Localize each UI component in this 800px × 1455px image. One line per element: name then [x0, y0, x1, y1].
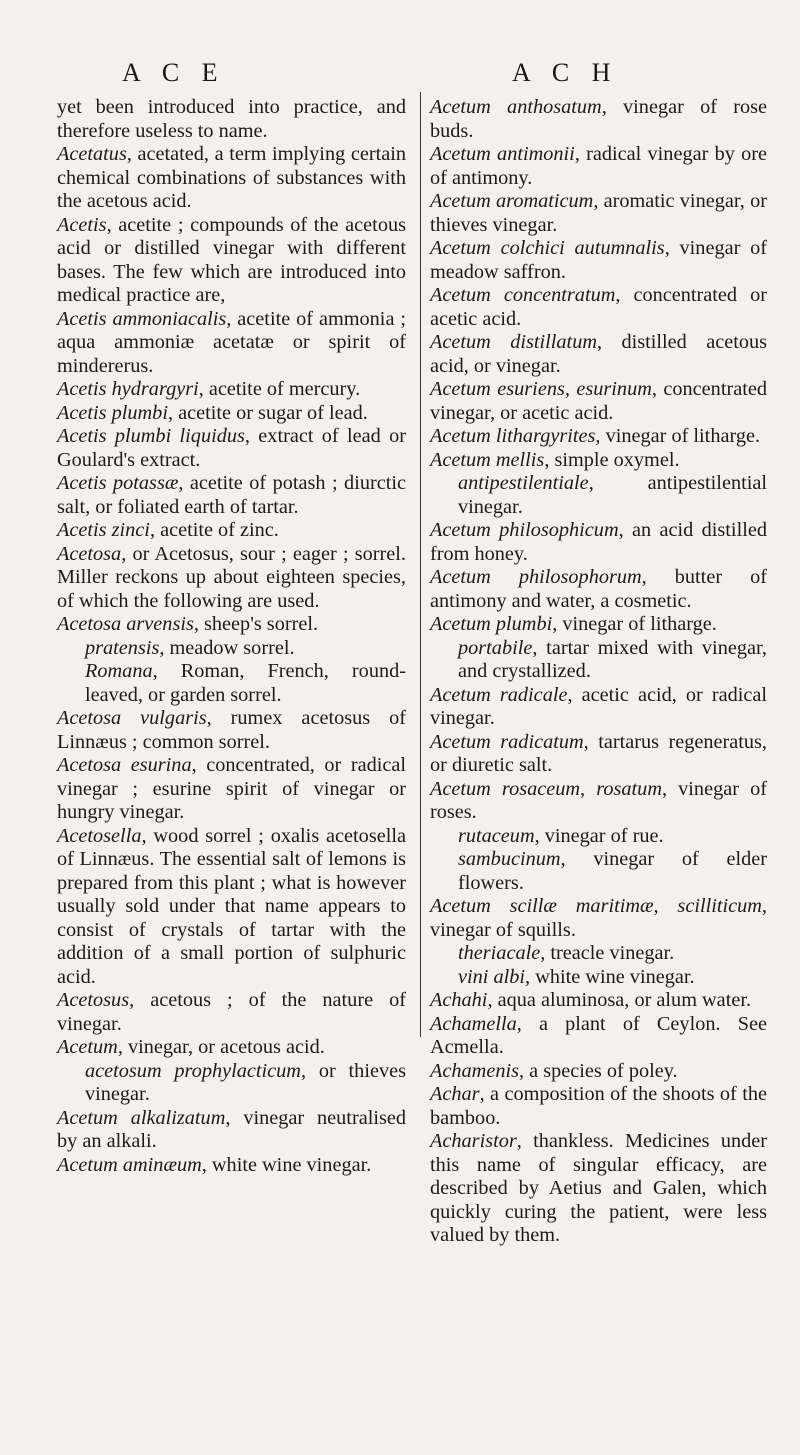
dictionary-entry [57, 214, 406, 308]
left-column [57, 96, 406, 1177]
entry-term: Acetum [57, 1036, 118, 1058]
entry-definition: , vinegar of meadow saffron. [430, 237, 767, 283]
entry-definition: , vinegar of litharge. [595, 425, 761, 447]
header-left: A C E [122, 58, 226, 87]
entry-definition: , thankless. Medicines under this name of singular efficacy, are described by Aetius and Galen, which quickly curing the patient, were less valued by them. [430, 1130, 767, 1246]
entry-term: Achahi [430, 989, 488, 1011]
dictionary-entry [57, 754, 406, 825]
dictionary-entry [430, 731, 767, 778]
entry-definition: , vinegar of rue. [534, 824, 664, 847]
entry-term: Acetum mellis [430, 448, 545, 471]
entry-definition: , or Acetosus, sour ; eager ; sorrel. Miller reckons up about eighteen species, of which the following are used. [57, 542, 406, 612]
entry-definition: , acetite of mercury. [198, 378, 361, 400]
dictionary-entry [57, 1154, 406, 1178]
dictionary-entry [430, 449, 767, 473]
entry-definition: , vinegar of litharge. [552, 613, 717, 635]
entry-term: Acetosa arvensis [57, 613, 194, 635]
entry-term: Acetum aromaticum [430, 190, 594, 212]
entry-term: Acetum aminæum [57, 1153, 202, 1176]
entry-term: Acetis zinci [57, 519, 150, 541]
dictionary-entry [57, 637, 406, 661]
entry-definition: , acetated, a term implying certain chemical combinations of substances with the acetous acid. [57, 143, 406, 212]
entry-definition: , vinegar, or acetous acid. [117, 1036, 325, 1058]
dictionary-entry [57, 425, 406, 472]
entry-definition: , acetic acid, or radical vinegar. [430, 683, 767, 729]
entry-definition: , acetous ; of the nature of vinegar. [57, 989, 406, 1035]
dictionary-entry [430, 637, 767, 684]
entry-definition: , Roman, French, round-leaved, or garden sorrel. [85, 660, 406, 706]
entry-definition: , distilled acetous acid, or vinegar. [430, 331, 768, 377]
entry-term: Acetosus [57, 989, 130, 1011]
dictionary-entry [57, 825, 406, 990]
entry-term: Acetum colchici autumnalis [430, 237, 665, 259]
entry-term: Acetosella [57, 824, 142, 847]
dictionary-entry [430, 825, 767, 849]
entry-definition: , rumex acetosus of Linnæus ; common sorrel. [57, 707, 406, 753]
column-divider [420, 92, 421, 1037]
entry-definition: , sheep's sorrel. [193, 613, 319, 635]
dictionary-entry [57, 96, 406, 143]
entry-term: Acetis hydrargyri [57, 378, 199, 400]
entry-definition: , vinegar of roses. [430, 777, 767, 823]
dictionary-entry [57, 660, 406, 707]
entry-definition: , vinegar of rose buds. [430, 96, 768, 142]
entry-definition: , acetite of zinc. [149, 519, 279, 541]
entry-term: vini albi [458, 965, 526, 988]
entry-term: Acetis plumbi [57, 401, 168, 424]
entry-definition: , concentrated or acetic acid. [430, 284, 768, 330]
entry-definition: , antipestilential vinegar. [458, 472, 767, 518]
entry-definition: , acetite or sugar of lead. [167, 401, 368, 424]
dictionary-entry [57, 378, 406, 402]
entry-definition: , tartar mixed with vinegar, and crystallized. [458, 636, 767, 682]
entry-term: Acetum philosophicum [430, 519, 619, 541]
entry-term: Achamella [430, 1012, 517, 1035]
entry-term: Acetatus [57, 143, 127, 165]
entry-term: Achar [430, 1083, 480, 1105]
entry-definition: , radical vinegar by ore of antimony. [430, 143, 767, 189]
dictionary-entry [430, 1060, 767, 1084]
entry-definition: , vinegar of elder flowers. [458, 848, 767, 894]
running-header [0, 58, 800, 94]
entry-definition: , acetite ; compounds of the acetous acid or distilled vinegar with different bases. The few which are introduced into medical practice are, [57, 213, 406, 306]
entry-definition: , white wine vinegar. [525, 965, 695, 988]
dictionary-entry [430, 237, 767, 284]
entry-definition: , aqua aluminosa, or alum water. [487, 989, 752, 1011]
dictionary-entry [57, 402, 406, 426]
dictionary-entry [430, 1013, 767, 1060]
entry-definition: , aromatic vinegar, or thieves vinegar. [430, 190, 767, 236]
dictionary-entry [430, 966, 767, 990]
entry-term: acetosum prophylacticum [85, 1059, 301, 1082]
entry-term: Acetum rosaceum, rosatum [430, 777, 662, 800]
dictionary-entry [430, 566, 767, 613]
entry-definition: , an acid distilled from honey. [430, 519, 767, 565]
entry-definition: , white wine vinegar. [201, 1153, 372, 1176]
entry-definition: , a composition of the shoots of the bamboo. [430, 1083, 767, 1129]
dictionary-entry [430, 1130, 767, 1248]
dictionary-entry [57, 543, 406, 614]
dictionary-entry [430, 942, 767, 966]
dictionary-entry [430, 613, 767, 637]
entry-term: pratensis [85, 636, 160, 659]
entry-term: Acetum radicatum [430, 730, 584, 753]
entry-term: Acetum lithargyrites [430, 425, 596, 447]
dictionary-entry [57, 613, 406, 637]
entry-definition: , extract of lead or Goulard's extract. [57, 425, 406, 471]
dictionary-entry [430, 1083, 767, 1130]
dictionary-entry [430, 895, 767, 942]
entry-definition: , tartarus regeneratus, or diuretic salt. [430, 730, 767, 776]
entry-term: Acetum alkalizatum [57, 1106, 226, 1129]
entry-term: theriacale [458, 942, 541, 964]
entry-definition: , a species of poley. [519, 1059, 678, 1082]
right-column [430, 96, 767, 1248]
dictionary-entry [430, 519, 767, 566]
entry-term: sambucinum [458, 848, 561, 870]
dictionary-entry [57, 308, 406, 379]
dictionary-entry [57, 707, 406, 754]
entry-term: Acetis potassæ [57, 472, 179, 494]
entry-definition: yet been introduced into practice, and therefore useless to name. [57, 96, 406, 142]
dictionary-entry [430, 331, 767, 378]
dictionary-entry [430, 190, 767, 237]
entry-definition: , or thieves vinegar. [85, 1059, 406, 1105]
dictionary-entry [430, 425, 767, 449]
dictionary-entry [430, 378, 767, 425]
entry-term: Acetosa esurina [57, 754, 192, 776]
entry-definition: , concentrated, or radical vinegar ; esurine spirit of vinegar or hungry vinegar. [57, 754, 406, 823]
dictionary-entry [430, 472, 767, 519]
entry-term: Acetum anthosatum [430, 96, 602, 118]
entry-definition: , concentrated vinegar, or acetic acid. [430, 378, 767, 424]
entry-definition: , wood sorrel ; oxalis acetosella of Linnæus. The essential salt of lemons is prepared from this plant ; what is however usually sold under that name appears to consist of crystals of tartar with the addition of a small portion of sulphuric acid. [57, 824, 406, 988]
entry-term: Acetum plumbi [430, 613, 553, 635]
entry-definition: , vinegar neutralised by an alkali. [57, 1106, 406, 1152]
entry-definition: , acetite of ammonia ; aqua ammoniæ acetatæ or spirit of mindererus. [57, 307, 407, 377]
entry-term: Acetum esuriens, esurinum [430, 378, 652, 400]
dictionary-entry [430, 778, 767, 825]
entry-term: antipestilentiale [458, 472, 589, 494]
entry-definition: , simple oxymel. [544, 448, 680, 471]
dictionary-entry [430, 143, 767, 190]
dictionary-entry [57, 989, 406, 1036]
dictionary-entry [57, 143, 406, 214]
entry-term: Acetum radicale [430, 683, 568, 706]
entry-term: Acetum philosophorum [430, 566, 642, 588]
dictionary-entry [430, 96, 767, 143]
entry-definition: , butter of antimony and water, a cosmetic. [430, 566, 767, 612]
dictionary-entry [57, 472, 406, 519]
dictionary-entry [57, 1060, 406, 1107]
dictionary-entry [57, 1107, 406, 1154]
entry-definition: , vinegar of squills. [430, 895, 767, 941]
entry-term: Acetosa vulgaris [57, 707, 207, 729]
entry-term: Acetis [57, 213, 107, 236]
entry-term: Acetum antimonii [430, 143, 575, 165]
entry-term: Acetum scillæ maritimæ, scilliticum [430, 895, 762, 917]
entry-term: Achamenis [430, 1059, 519, 1082]
dictionary-entry [430, 989, 767, 1013]
entry-definition: , acetite of potash ; diurctic salt, or foliated earth of tartar. [57, 472, 406, 518]
dictionary-entry [57, 519, 406, 543]
entry-term: Acharistor [430, 1130, 517, 1152]
dictionary-entry [430, 284, 767, 331]
entry-term: Acetis plumbi liquidus [57, 425, 245, 447]
dictionary-entry [430, 684, 767, 731]
entry-term: Acetosa [57, 542, 122, 565]
entry-term: Acetis ammoniacalis [57, 307, 227, 330]
dictionary-entry [430, 848, 767, 895]
entry-definition: , a plant of Ceylon. See Acmella. [430, 1012, 767, 1058]
dictionary-entry [57, 1036, 406, 1060]
entry-term: Romana [85, 660, 153, 682]
entry-term: Acetum distillatum [430, 331, 597, 353]
entry-term: Acetum concentratum [430, 284, 616, 306]
entry-definition: , treacle vinegar. [540, 942, 675, 964]
entry-term: rutaceum [458, 824, 535, 847]
entry-term: portabile [458, 636, 533, 659]
entry-definition: , meadow sorrel. [159, 636, 295, 659]
header-right: A C H [512, 58, 619, 87]
